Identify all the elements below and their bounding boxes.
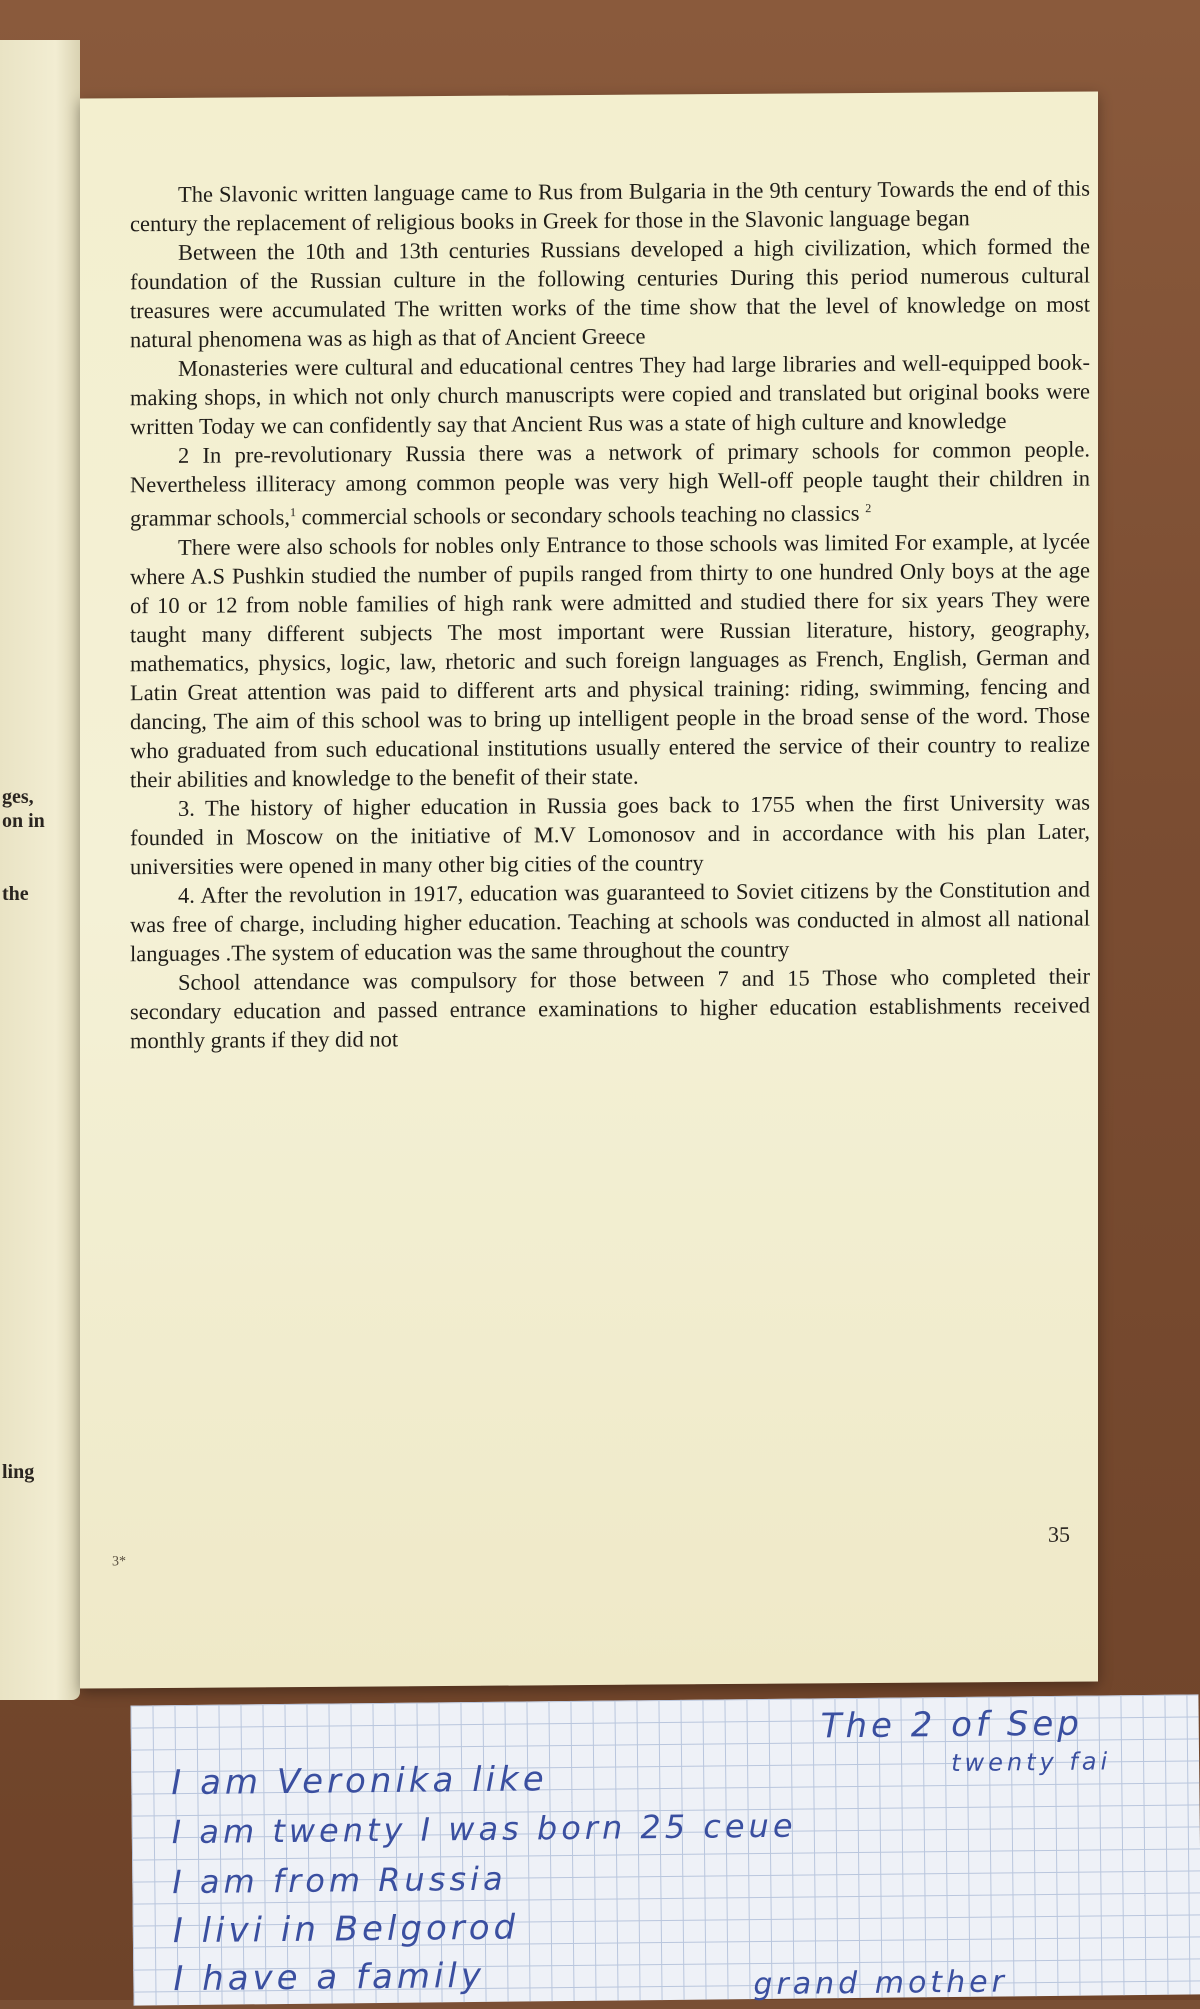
- paragraph: 4. After the revolution in 1917, education was guaranteed to Soviet citizens by the Constitution and was free of charge, including higher education. Teaching at schools was conducted in almost all national languages .The system of education was the same throughout the country: [130, 876, 1090, 966]
- paragraph: 3. The history of higher education in Russia goes back to 1755 when the first University was founded in Moscow on the initiative of M.V Lomonosov and in accordance with his plan Later, universities were opened in many other big cities of the country: [130, 789, 1090, 879]
- book-page: [80, 91, 1098, 1688]
- paragraph-text: commercial schools or secondary schools teaching no classics: [295, 500, 866, 530]
- paragraph: The Slavonic written language came to Rus from Bulgaria in the 9th century Towards the end of this century the replacement of religious books in Greek for those in the Slavonic language began: [130, 175, 1090, 237]
- handwritten-line: I am Veronika like: [171, 1759, 548, 1804]
- handwritten-line: I am from Russia: [172, 1859, 507, 1902]
- signature-mark: 3*: [112, 1554, 126, 1570]
- paragraph: Between the 10th and 13th centuries Russians developed a high civilization, which formed the foundation of the Russian culture in the following centuries During this period numerous cultural treasures were accumulated The written works of the time show that the level of knowledge on most natural phenomena was as high as that of Ancient Greece: [130, 233, 1090, 353]
- left-page-fragment: ges,: [2, 786, 34, 808]
- left-page-fragment: the: [2, 883, 29, 905]
- handwritten-line: The 2 of Sep: [820, 1703, 1084, 1747]
- handwritten-line: I am twenty I was born 25 ceue: [171, 1806, 797, 1852]
- paragraph: There were also schools for nobles only Entrance to those schools was limited For example, at lycée where A.S Pushkin studied the number of pupils ranged from thirty to one hundred Only boys at the age of 10 or 12 from noble families of high rank were admitted and studied there for six years They were taught many different subjects The most important were Russian literature, history, geography, mathematics, physics, logic, law, rhetoric and such foreign languages as French, English, German and Latin Great attention was paid to different arts and physical training: riding, swimming, fencing and dancing, The aim of this school was to bring up intelligent people in the broad sense of the word. Those who graduated from such educational institutions usually entered the service of their country to realize their abilities and knowledge to the benefit of their state.: [130, 528, 1090, 792]
- paragraph-schools: [130, 435, 1090, 533]
- paragraph-text: 2 In pre-revolutionary Russia there was a network of primary schools for common people. Nevertheless illiteracy among common people was very high Well-off people taught their children in grammar schools,: [130, 436, 1090, 531]
- paragraph: Monasteries were cultural and educational centres They had large libraries and well-equipped book-making shops, in which not only church manuscripts were copied and translated but original books were written Today we can confidently say that Ancient Rus was a state of high culture and knowledge: [130, 349, 1090, 440]
- handwritten-line: I livi in Belgorod: [172, 1907, 520, 1952]
- handwritten-line: I have a family: [173, 1955, 486, 2000]
- handwritten-line: grand mother: [753, 1964, 1009, 2003]
- left-page-fragment: ling: [2, 1461, 35, 1483]
- footnote-marker: 1: [289, 505, 296, 520]
- left-page-fragment: on in: [2, 810, 45, 832]
- left-facing-page: [0, 40, 80, 1700]
- paragraph: School attendance was compulsory for those between 7 and 15 Those who completed their secondary education and passed entrance examinations to higher education establishments received monthly grants if they did not: [130, 963, 1090, 1053]
- notebook-sheet: [130, 1694, 1200, 2005]
- page-body-text: [130, 174, 1090, 1055]
- footnote-marker: 2: [865, 501, 872, 516]
- handwritten-line: twenty fai: [950, 1747, 1112, 1778]
- page-number: 35: [1048, 1521, 1070, 1547]
